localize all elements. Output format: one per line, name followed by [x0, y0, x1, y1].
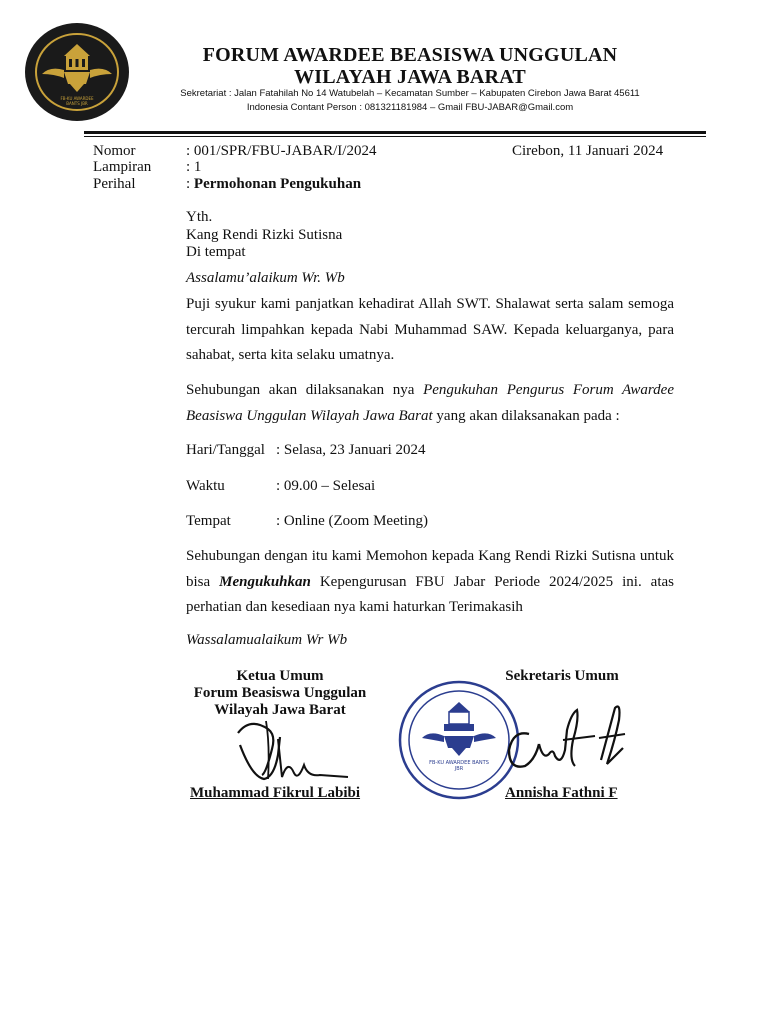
greeting: Assalamu’alaikum Wr. Wb — [186, 270, 345, 286]
time-label: Waktu — [186, 478, 225, 494]
paragraph-request-before: Sehubungan dengan itu kami Memohon kepada Kang Rendi Rizki Sutisna untuk bisa — [186, 548, 678, 590]
right-signature — [505, 700, 630, 780]
header-divider-thin — [84, 136, 706, 137]
lampiran-label: Lampiran — [93, 159, 152, 175]
lampiran-value: : 1 — [186, 159, 202, 175]
paragraph-opening: Puji syukur kami panjatkan kehadirat Allah SWT. Shalawat serta salam semoga tercurah limpahkan kepada Nabi Muhammad SAW. Kepada keluarganya, para sahabat, serta kita selaku umatnya. — [186, 296, 674, 363]
stamp-text: FB-KU AWARDEE BANTS JBR — [429, 760, 489, 772]
left-signature — [230, 715, 360, 790]
logo-text: FB-KU AWARDEE BANTS JBR — [60, 96, 94, 106]
time-value: : 09.00 – Selesai — [276, 478, 376, 494]
request-emphasis: Mengukuhkan — [219, 573, 311, 590]
recipient-salutation: Yth. — [186, 209, 213, 225]
perihal-text: Permohonan Pengukuhan — [193, 176, 362, 192]
header-divider-thick — [84, 131, 706, 134]
recipient-name: Kang Rendi Rizki Sutisna — [186, 227, 343, 243]
org-address: Sekretariat : Jalan Fatahilah No 14 Watubelah – Kecamatan Sumber – Kabupaten Cirebon Jawa Barat 45611 — [180, 88, 640, 99]
right-signatory-name: Annisha Fathni F — [505, 785, 618, 801]
place-label: Tempat — [186, 513, 231, 529]
org-contact: Indonesia Contant Person : 081321181984 – Gmail FBU-JABAR@Gmail.com — [246, 102, 574, 113]
left-signatory-title-3: Wilayah Jawa Barat — [214, 702, 346, 718]
right-signatory-title: Sekretaris Umum — [505, 668, 619, 684]
paragraph-request — [186, 544, 678, 621]
paragraph-request-after: Kepengurusan FBU Jabar Periode 2024/2025 ini. atas perhatian dan kesediaan nya kami haturkan Terimakasih — [186, 573, 678, 615]
event-name: Pengukuhan Pengurus Forum Awardee Beasiswa Unggulan Wilayah Jawa Barat — [186, 382, 674, 424]
perihal-prefix: : — [186, 176, 194, 192]
day-label: Hari/Tanggal — [186, 442, 265, 458]
paragraph-event-after: yang akan dilaksanakan pada : — [432, 407, 620, 424]
org-name-line1: FORUM AWARDEE BEASISWA UNGGULAN — [202, 44, 618, 66]
official-stamp — [398, 680, 520, 800]
nomor-label: Nomor — [93, 143, 136, 159]
paragraph-event — [186, 378, 674, 429]
left-signatory-title-2: Forum Beasiswa Unggulan — [193, 685, 367, 701]
place-value: : Online (Zoom Meeting) — [276, 513, 429, 529]
org-name-line2: WILAYAH JAWA BARAT — [294, 66, 526, 88]
organization-logo — [24, 22, 130, 122]
letter-date: Cirebon, 11 Januari 2024 — [512, 143, 664, 159]
nomor-value: : 001/SPR/FBU-JABAR/I/2024 — [186, 143, 377, 159]
closing: Wassalamualaikum Wr Wb — [186, 632, 348, 648]
day-value: : Selasa, 23 Januari 2024 — [276, 442, 426, 458]
paragraph-event-before: Sehubungan akan dilaksanakan nya — [186, 382, 424, 398]
left-signatory-name: Muhammad Fikrul Labibi — [190, 785, 361, 801]
left-signatory-title-1: Ketua Umum — [236, 668, 324, 684]
perihal-label: Perihal — [93, 176, 136, 192]
recipient-location: Di tempat — [186, 244, 246, 260]
perihal-value — [186, 176, 361, 192]
